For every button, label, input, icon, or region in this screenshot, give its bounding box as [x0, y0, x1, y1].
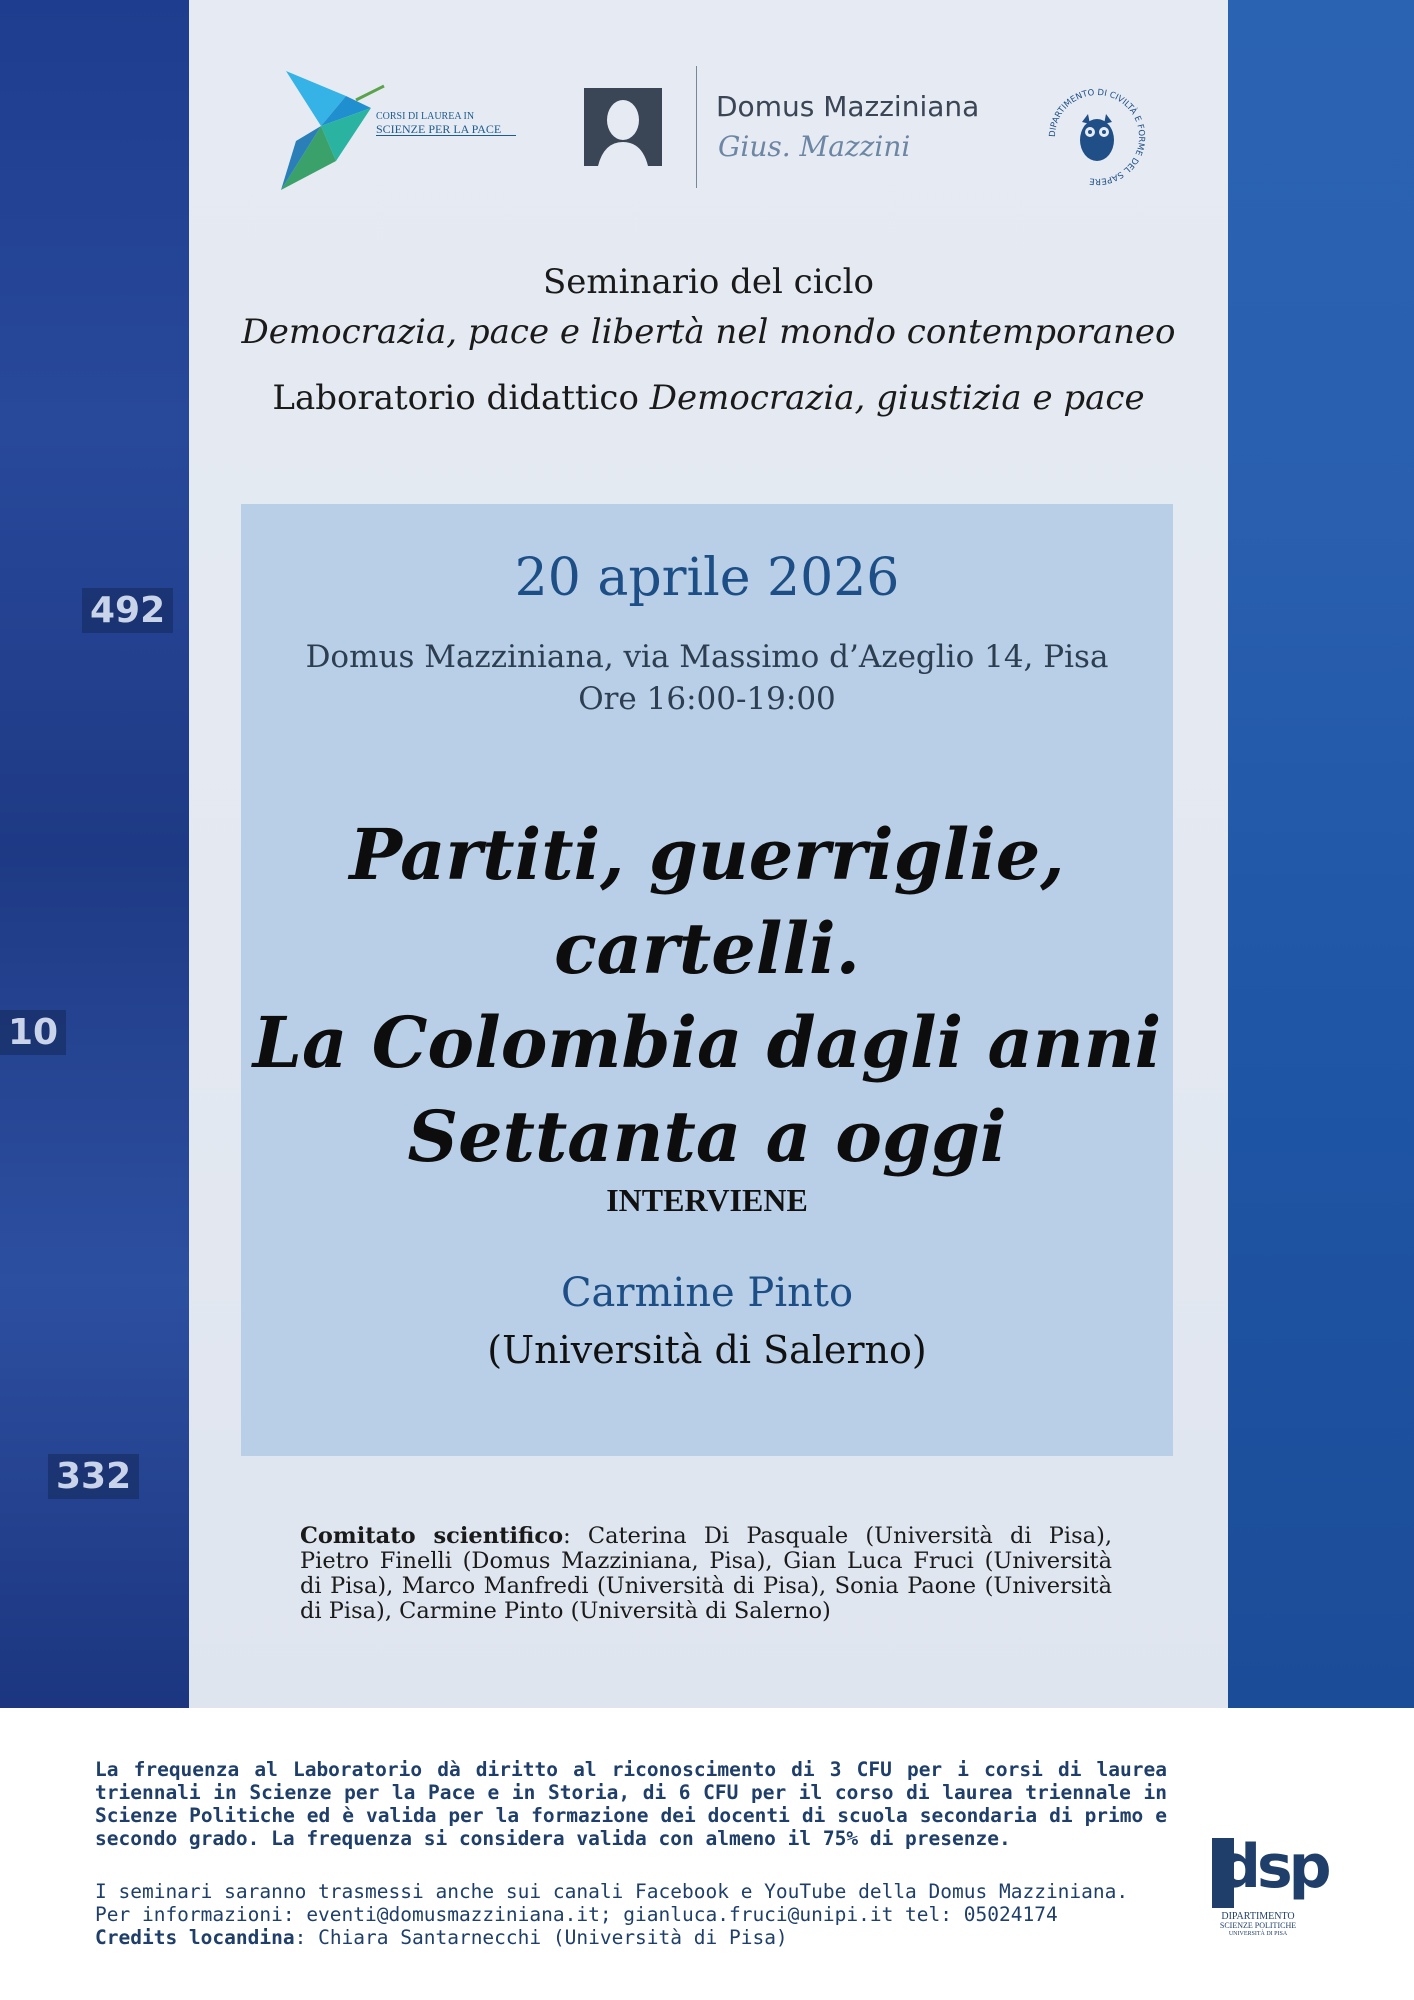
dsp-line2: SCIENZE POLITICHE	[1219, 1921, 1297, 1930]
seat-number-tag: 332	[48, 1454, 139, 1499]
seminar-title	[241, 808, 1173, 1184]
seat-number-tag: 492	[82, 588, 173, 633]
lab-title	[189, 378, 1228, 418]
speaker-label: INTERVIENE	[606, 1182, 808, 1218]
speaker-name: Carmine Pinto	[560, 1270, 854, 1316]
title-line: Settanta a oggi	[407, 1095, 1007, 1178]
event-time: Ore 16:00-19:00	[578, 681, 836, 717]
peace-logo-line1: CORSI DI LAUREA IN	[376, 111, 475, 122]
footer-info	[95, 1758, 1167, 1949]
seat-number-tag: 10	[0, 1010, 66, 1055]
origami-dove-icon	[276, 66, 386, 194]
background-photo-left	[0, 0, 189, 1708]
dept-civilta-logo	[1044, 84, 1150, 190]
dsp-line3: UNIVERSITÀ DI PISA	[1228, 1931, 1288, 1937]
portrait-silhouette-icon	[584, 88, 662, 168]
poster-credits-label: Credits locandina	[95, 1926, 295, 1949]
domus-name: Domus Mazziniana	[716, 90, 980, 123]
scientific-committee	[300, 1524, 1112, 1624]
title-line: Partiti, guerriglie, cartelli.	[349, 813, 1065, 990]
seal-ring-text: DIPARTIMENTO DI CIVILTÀ E FORME DEL SAPERE	[1047, 87, 1147, 187]
title-line: La Colombia dagli anni	[252, 1001, 1162, 1084]
poster-credits-author: : Chiara Santarnecchi (Università di Pisa)	[294, 1926, 788, 1949]
committee-label: Comitato scientifico	[300, 1523, 564, 1549]
seminar-cycle-title: Democrazia, pace e libertà nel mondo contemporaneo	[241, 312, 1176, 352]
seminar-series-label: Seminario del ciclo	[543, 262, 874, 302]
event-venue	[241, 636, 1173, 720]
streaming-note: I seminari saranno trasmessi anche sui canali Facebook e YouTube della Domus Mazziniana.	[95, 1880, 1129, 1903]
lab-name: Democrazia, giustizia e pace	[649, 378, 1145, 418]
mazzini-signature: Gius. Mazzini	[718, 130, 911, 163]
owl-seal-icon	[1044, 84, 1150, 190]
committee-members: : Caterina Di Pasquale (Università di Pisa), Pietro Finelli (Domus Mazziniana, Pisa), Gian Luca Fruci (Università di Pisa), Marco Manfredi (Università di Pisa), Sonia Paone (Università di Pisa), Carmine Pinto (Università di Salerno)	[300, 1523, 1112, 1624]
background-photo-right	[1228, 0, 1414, 1708]
speaker-affiliation: (Università di Salerno)	[487, 1328, 927, 1372]
cfu-credits-note: La frequenza al Laboratorio dà diritto al riconoscimento di 3 CFU per i corsi di laurea triennali in Scienze per la Pace e in Storia, di 6 CFU per il corso di laurea triennale in Scienze Politiche ed è valida per la formazione dei docenti di scuola secondaria di primo e secondo grado. La frequenza si considera valida con almeno il 75% di presenze.	[95, 1758, 1167, 1850]
poster-credits	[95, 1926, 1167, 1949]
peace-logo-line2: SCIENZE PER LA PACE	[376, 122, 502, 136]
venue-address: Domus Mazziniana, via Massimo d’Azeglio 14, Pisa	[305, 639, 1109, 675]
dsp-line1: DIPARTIMENTO	[1221, 1911, 1295, 1922]
dsp-logo	[1210, 1832, 1328, 1948]
event-date: 20 aprile 2026	[514, 548, 900, 608]
peace-studies-logo	[276, 66, 526, 194]
contact-info: Per informazioni: eventi@domusmazziniana.it; gianluca.fruci@unipi.it tel: 05024174	[95, 1903, 1058, 1926]
lab-prefix: Laboratorio didattico	[272, 378, 650, 418]
dsp-letters: dsp	[1218, 1832, 1328, 1902]
domus-mazziniana-logo	[584, 64, 1004, 192]
